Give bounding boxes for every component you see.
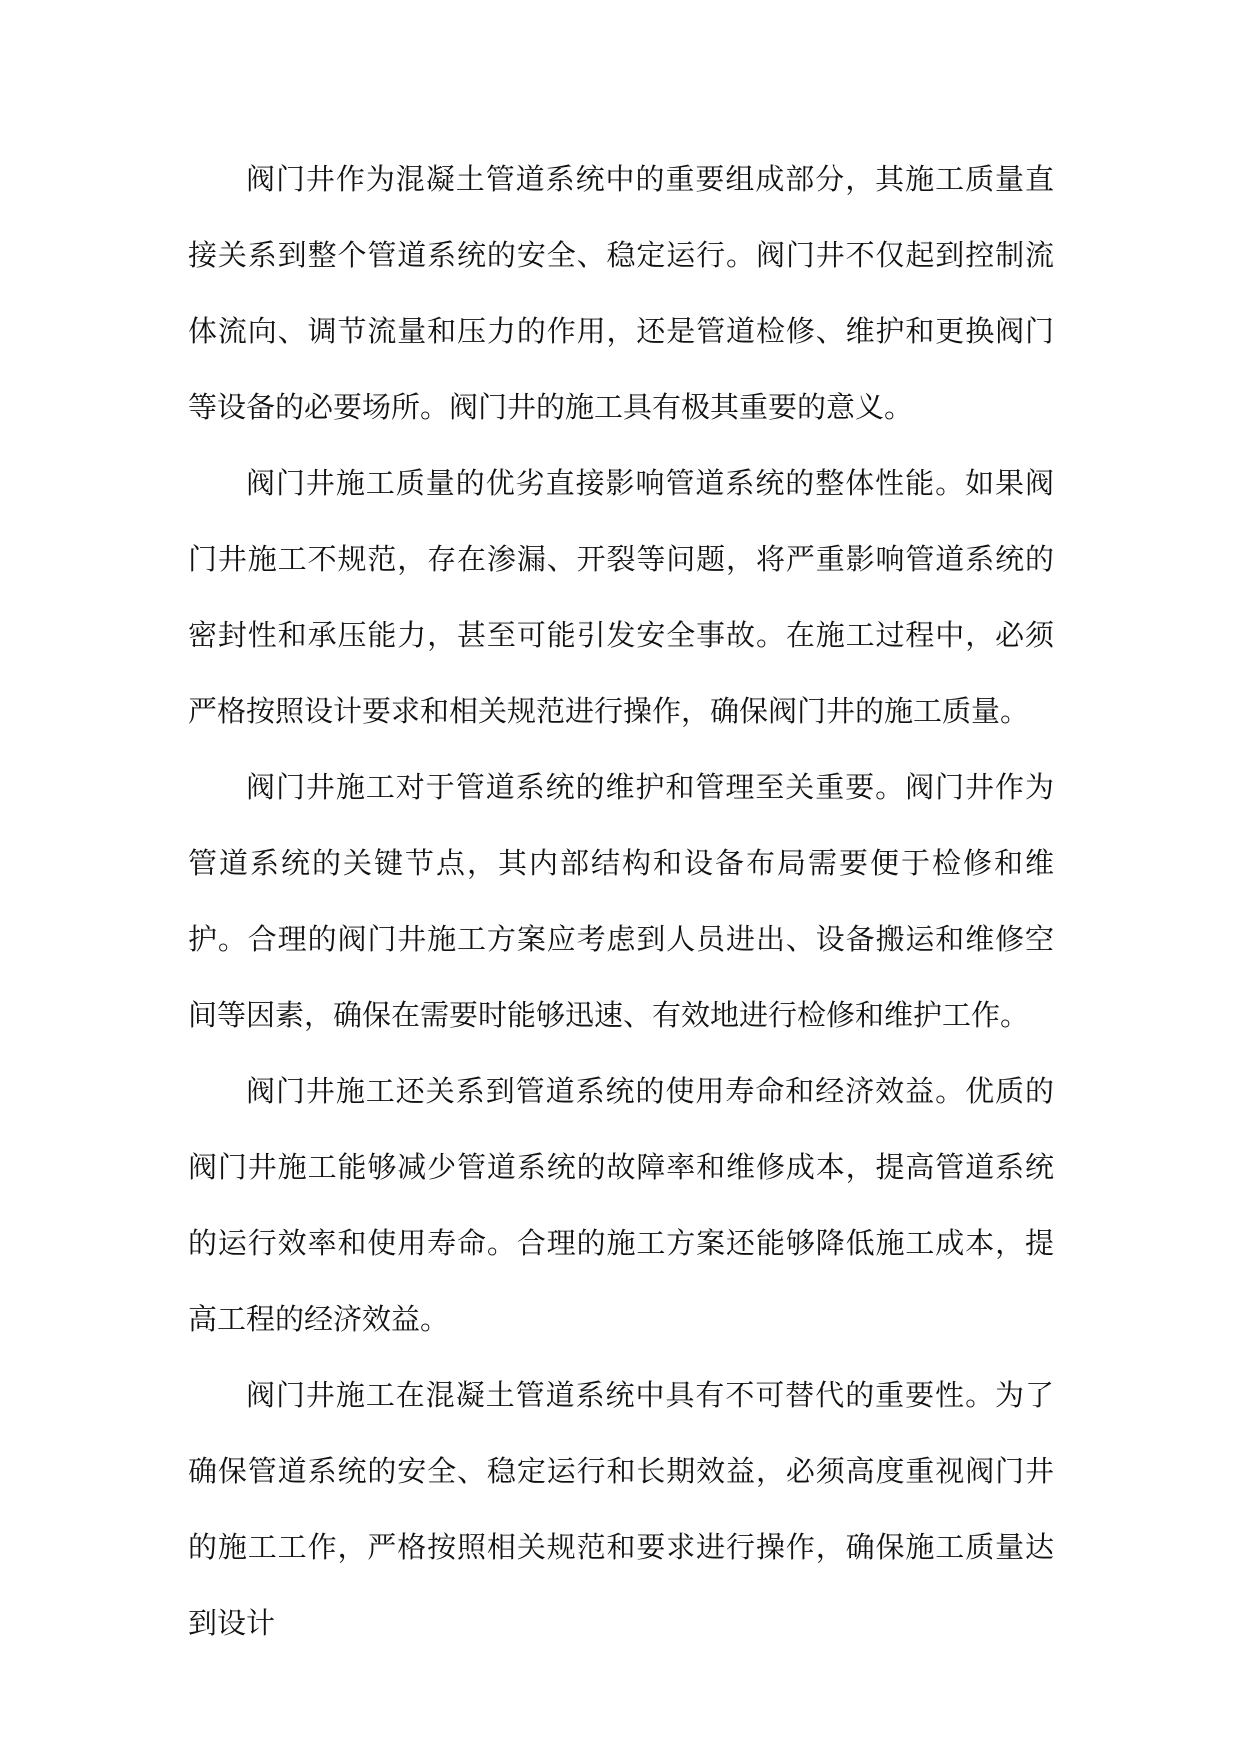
paragraph-2: 阀门井施工质量的优劣直接影响管道系统的整体性能。如果阀门井施工不规范，存在渗漏、开裂等问题，将严重影响管道系统的密封性和承压能力，甚至可能引发安全事故。在施工过程中，必须严格按照设计要求和相关规范进行操作，确保阀门井的施工质量。: [188, 466, 1054, 728]
body-text: [188, 141, 1054, 1661]
paragraph-1: 阀门井作为混凝土管道系统中的重要组成部分，其施工质量直接关系到整个管道系统的安全、稳定运行。阀门井不仅起到控制流体流向、调节流量和压力的作用，还是管道检修、维护和更换阀门等设备的必要场所。阀门井的施工具有极其重要的意义。: [188, 162, 1054, 424]
paragraph-3: 阀门井施工对于管道系统的维护和管理至关重要。阀门井作为管道系统的关键节点，其内部结构和设备布局需要便于检修和维护。合理的阀门井施工方案应考虑到人员进出、设备搬运和维修空间等因素，确保在需要时能够迅速、有效地进行检修和维护工作。: [188, 770, 1054, 1032]
paragraph-5: 阀门井施工在混凝土管道系统中具有不可替代的重要性。为了确保管道系统的安全、稳定运行和长期效益，必须高度重视阀门井的施工工作，严格按照相关规范和要求进行操作，确保施工质量达到设计: [188, 1378, 1054, 1640]
paragraph-4: 阀门井施工还关系到管道系统的使用寿命和经济效益。优质的阀门井施工能够减少管道系统的故障率和维修成本，提高管道系统的运行效率和使用寿命。合理的施工方案还能够降低施工成本，提高工程的经济效益。: [188, 1074, 1054, 1336]
